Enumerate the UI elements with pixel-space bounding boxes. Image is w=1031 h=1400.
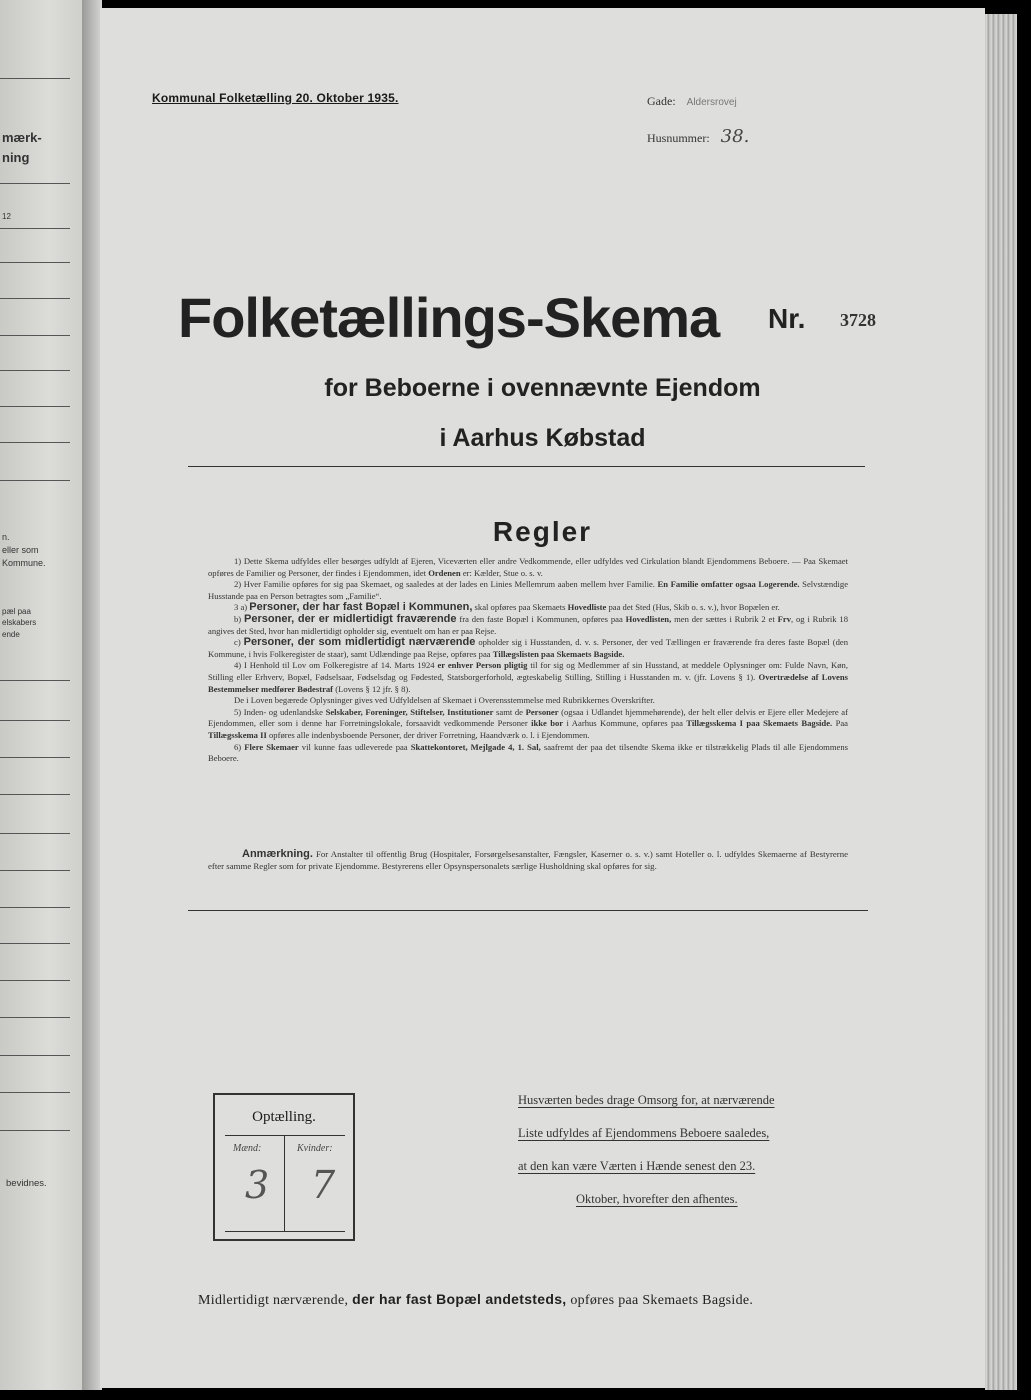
left-page-rule [0, 406, 70, 407]
men-count: 3 [245, 1163, 270, 1207]
left-page-fragment: Kommune. [2, 558, 46, 568]
left-page-rule [0, 262, 70, 263]
rules-heading: Regler [492, 516, 593, 547]
form-number-label: Nr. [768, 303, 806, 334]
remark-body: For Anstalter til offentlig Brug (Hospitaler, Forsørgelsesanstalter, Fængsler, Kaserner o. s. v.) samt Hoteller o. l. udfyldes Skemaerne af Bestyrerne efter samme Regler som for private Ejendomme. Bestyrerens eller Opsynspersonalets særlige Husholdning skal opføres for sig. [208, 849, 849, 871]
left-page-rule [0, 370, 70, 371]
notice-line: Liste udfyldes af Ejendommens Beboere saaledes, [518, 1126, 770, 1140]
left-page-rule [0, 907, 70, 908]
census-header: Kommunal Folketælling 20. Oktober 1935. [152, 91, 399, 105]
left-page-fragment: n. [2, 532, 10, 542]
form-subtitle: for Beboerne i ovennævnte Ejendom [324, 374, 761, 402]
rule-2: 2) Hver Familie opføres for sig paa Skemaet, og saaledes at der lades en Linies Mellemrum aaben mellem hver Familie. En Familie omfatter ogsaa Logerende. Selvstændige Husstande paa en Person betragtes som „Familie“. [208, 579, 849, 601]
form-number-value: 3728 [840, 310, 876, 330]
census-form-page [100, 8, 985, 1388]
remark-label: Anmærkning. [242, 848, 313, 860]
left-page-rule [0, 442, 70, 443]
book-spine [82, 0, 102, 1390]
left-page-rule [0, 980, 70, 981]
left-facing-page [0, 0, 82, 1390]
left-page-fragment: elskabers [2, 618, 37, 627]
page-edge-stack [985, 14, 1017, 1390]
rule-6: 6) Flere Skemaer vil kunne faas udleverede paa Skattekontoret, Mejlgade 4, 1. Sal, saafremt der paa det tilsendte Skema ikke er tilstrækkelig Plads til alle Ejendommens Beboere. [208, 741, 849, 764]
footer-text: opføres paa Skemaets Bagside. [570, 1293, 754, 1308]
left-page-rule [0, 680, 70, 681]
rules-text [208, 556, 848, 765]
left-page-rule [0, 1017, 70, 1018]
rule-5: 5) Inden- og udenlandske Selskaber, Foreninger, Stiftelser, Institutioner samt de Personer (ogsaa i Udlandet hjemmehørende), der helt eller delvis er Ejere eller Medejere af Ejendommen, eller som i denne har Forretningslokale, forsaavidt vedkommende Personer ikke bor i Aarhus Kommune, opføres paa Tillægsskema I paa Skemaets Bagside. Paa Tillægsskema II opføres alle indenbysboende Personer, der driver Forretning, Haandværk o. l. i Ejendommen. [208, 706, 848, 740]
left-page-rule [0, 833, 70, 834]
divider [188, 466, 865, 467]
left-page-rule [0, 720, 70, 721]
counting-column-divider [284, 1135, 285, 1231]
left-page-rule [0, 335, 70, 336]
rule-3c: c) Personer, der som midlertidigt nærværende opholder sig i Husstanden, d. v. s. Personer, der ved Tællingen er fraværende fra deres faste Bopæl (den Kommune, i hvis Folkeregister de staar), samt Udlændinge paa Rejse, opføres paa Tillægslisten paa Skemaets Bagside. [208, 636, 849, 659]
house-number-value: 38. [720, 126, 750, 147]
left-page-rule [0, 480, 70, 481]
left-page-rule [0, 1055, 70, 1056]
notice-line: Husværten bedes drage Omsorg for, at nærværende [518, 1093, 775, 1107]
rule-4-note: De i Loven begærede Oplysninger gives ved Udfyldelsen af Skemaet i Overensstemmelse med Rubrikkernes Overskrifter. [234, 695, 655, 706]
left-page-rule [0, 1130, 70, 1131]
left-page-rule [0, 228, 70, 229]
form-location: i Aarhus Købstad [439, 424, 646, 452]
street-label: Gade: [647, 94, 676, 108]
left-page-fragment: ning [2, 150, 30, 165]
left-page-rule [0, 757, 70, 758]
notice-line: at den kan være Værten i Hænde senest den 23. [518, 1159, 756, 1173]
left-page-rule [0, 943, 70, 944]
women-label: Kvinder: [297, 1143, 333, 1154]
rule-1: 1) Dette Skema udfyldes eller besørges udfyldt af Ejeren, Viceværten eller andre Vedkommende, eller udfyldes ved Cirkulation blandt Ejendommens Beboere. — Paa Skemaet opføres de Familier og Personer, der findes i Ejendommen, idet Ordenen er: Kælder, Stue o. s. v. [208, 556, 848, 578]
left-page-fragment: bevidnes. [6, 1178, 47, 1189]
street-field [647, 94, 737, 109]
house-number-field [647, 126, 749, 147]
left-page-rule [0, 794, 70, 795]
street-value: Aldersrovej [686, 97, 737, 108]
left-page-rule [0, 183, 70, 184]
men-label: Mænd: [233, 1143, 262, 1154]
form-title: Folketællings-Skema [178, 286, 720, 349]
left-page-fragment: mærk- [2, 130, 42, 145]
left-page-rule [0, 870, 70, 871]
rule-4: 4) I Henhold til Lov om Folkeregistre af 14. Marts 1924 er enhver Person pligtig til for sig og Medlemmer af sin Husstand, at meddele Oplysninger om: Fulde Navn, Køn, Stilling eller Erhverv, Bopæl, Fødselsaar, Fødselsdag og Fødested, Statsborgerforhold, ægteskabelig Stilling, Stilling i Husstanden m. v. (jfr. Lovens § 1). Overtrædelse af Lovens Bestemmelser medfører Bødestraf (Lovens § 12 jfr. § 8). [208, 660, 848, 694]
counting-box [213, 1093, 355, 1241]
counting-rule [225, 1135, 345, 1136]
divider [188, 910, 868, 911]
rule-3b: b) Personer, der er midlertidigt fraværende fra den faste Bopæl i Kommunen, opføres paa Hovedlisten, men der sættes i Rubrik 2 et Frv, og i Rubrik 18 angives det Sted, hvor han midlertidigt opholder sig, eventuelt om han er paa Rejse. [208, 612, 848, 636]
left-page-fragment: ende [2, 630, 20, 639]
counting-rule [225, 1231, 345, 1232]
left-page-rule [0, 78, 70, 79]
left-page-rule [0, 298, 70, 299]
women-count: 7 [311, 1163, 336, 1207]
notice-line: Oktober, hvorefter den afhentes. [576, 1192, 738, 1206]
footer-note [198, 1291, 753, 1309]
left-page-fragment: 12 [2, 212, 11, 221]
footer-bold-text: der har fast Bopæl andetsteds, [352, 1291, 567, 1307]
house-number-label: Husnummer: [647, 131, 710, 145]
left-page-fragment: pæl paa [2, 607, 31, 616]
counting-title: Optælling. [252, 1109, 316, 1125]
remark-text [208, 848, 848, 872]
left-page-fragment: eller som [2, 545, 39, 555]
rule-3a: 3 a) Personer, der har fast Bopæl i Kommunen, skal opføres paa Skemaets Hovedliste paa det Sted (Hus, Skib o. s. v.), hvor Bopælen er. [234, 601, 780, 614]
left-page-rule [0, 1092, 70, 1093]
footer-text: Midlertidigt nærværende, [198, 1293, 349, 1308]
